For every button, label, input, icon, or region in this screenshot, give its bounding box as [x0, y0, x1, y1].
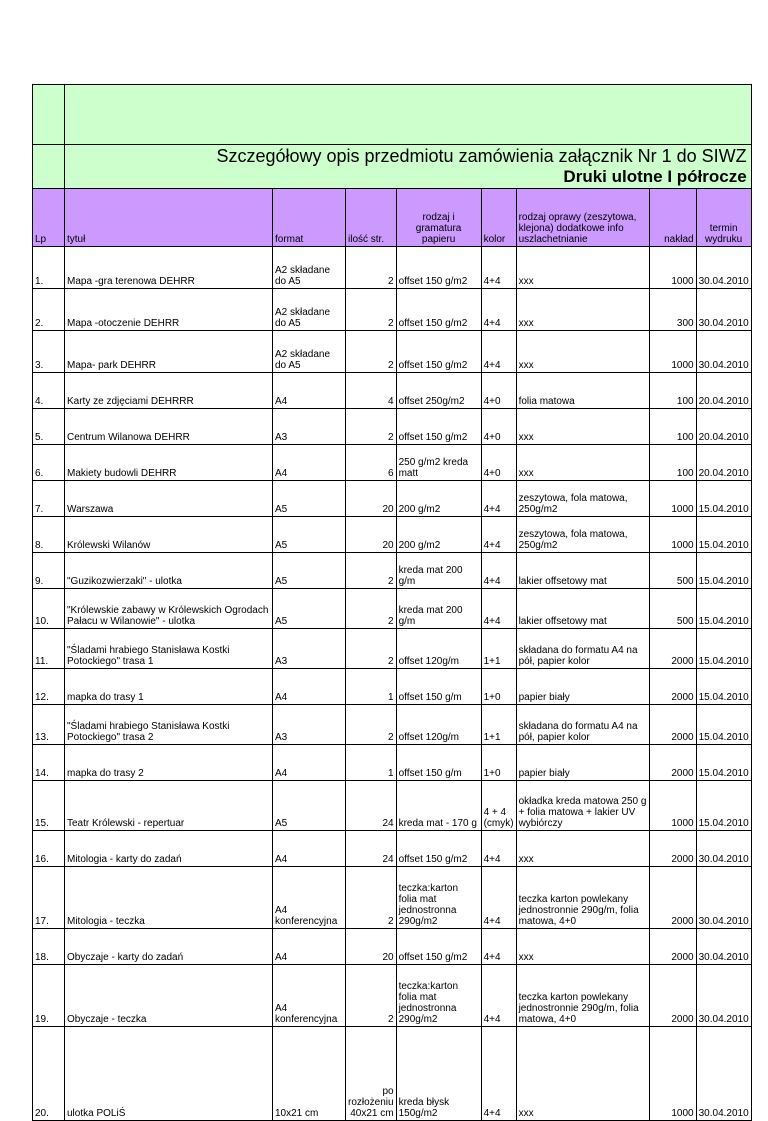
- cell-naklad: 2000: [649, 965, 696, 1027]
- cell-format: A2 składane do A5: [273, 247, 346, 289]
- cell-termin: 30.04.2010: [696, 331, 751, 373]
- cell-oprawa: xxx: [516, 831, 649, 867]
- cell-kolor: 1+0: [481, 669, 516, 705]
- table-row: [33, 929, 752, 965]
- cell-ilosc: 2: [346, 629, 397, 669]
- cell-kolor: 4+4: [481, 1027, 516, 1121]
- column-header-row: [33, 189, 752, 247]
- cell-ilosc: 24: [346, 781, 397, 831]
- cell-papier: offset 150 g/m2: [396, 831, 481, 867]
- cell-papier: kreda mat 200 g/m: [396, 589, 481, 629]
- cell-naklad: 2000: [649, 867, 696, 929]
- cell-papier: offset 150 g/m: [396, 669, 481, 705]
- col-header-format: format: [273, 189, 346, 247]
- cell-termin: 15.04.2010: [696, 589, 751, 629]
- cell-tytul: Teatr Królewski - repertuar: [65, 781, 273, 831]
- cell-ilosc: 2: [346, 247, 397, 289]
- cell-format: A4: [273, 445, 346, 481]
- col-header-kolor: kolor: [481, 189, 516, 247]
- cell-format: A3: [273, 705, 346, 745]
- cell-format: A4 konferencyjna: [273, 867, 346, 929]
- cell-tytul: Makiety budowli DEHRR: [65, 445, 273, 481]
- cell-ilosc: 20: [346, 517, 397, 553]
- page-title: Szczegółowy opis przedmiotu zamówienia załącznik Nr 1 do SIWZ: [216, 146, 747, 166]
- cell-papier: kreda mat - 170 g: [396, 781, 481, 831]
- cell-lp: 2.: [33, 289, 65, 331]
- cell-papier: offset 120g/m: [396, 629, 481, 669]
- cell-kolor: 1+0: [481, 745, 516, 781]
- title-row-spacer: [33, 85, 752, 145]
- cell-oprawa: xxx: [516, 1027, 649, 1121]
- cell-termin: 30.04.2010: [696, 1027, 751, 1121]
- col-header-papier: rodzaj i gramatura papieru: [396, 189, 481, 247]
- cell-lp: 1.: [33, 247, 65, 289]
- cell-termin: 20.04.2010: [696, 409, 751, 445]
- cell-ilosc: 1: [346, 745, 397, 781]
- cell-tytul: Warszawa: [65, 481, 273, 517]
- cell-oprawa: lakier offsetowy mat: [516, 589, 649, 629]
- cell-lp: 11.: [33, 629, 65, 669]
- cell-naklad: 2000: [649, 669, 696, 705]
- cell-naklad: 1000: [649, 247, 696, 289]
- cell-ilosc: 2: [346, 965, 397, 1027]
- table-row: [33, 867, 752, 929]
- cell-tytul: "Królewskie zabawy w Królewskich Ogrodach Pałacu w Wilanowie" - ulotka: [65, 589, 273, 629]
- cell-oprawa: xxx: [516, 247, 649, 289]
- cell-naklad: 2000: [649, 929, 696, 965]
- cell-lp: 9.: [33, 553, 65, 589]
- cell-oprawa: zeszytowa, fola matowa, 250g/m2: [516, 481, 649, 517]
- cell-tytul: mapka do trasy 2: [65, 745, 273, 781]
- table-row: [33, 781, 752, 831]
- cell-papier: 200 g/m2: [396, 481, 481, 517]
- cell-lp: 16.: [33, 831, 65, 867]
- cell-termin: 15.04.2010: [696, 553, 751, 589]
- table-row: [33, 553, 752, 589]
- cell-papier: teczka:karton folia mat jednostronna 290g/m2: [396, 965, 481, 1027]
- spreadsheet-table: [32, 84, 752, 1121]
- table-row: [33, 965, 752, 1027]
- cell-kolor: 4+4: [481, 289, 516, 331]
- table-row: [33, 705, 752, 745]
- cell-lp: 3.: [33, 331, 65, 373]
- title-cell: [65, 145, 752, 189]
- cell-format: A4: [273, 831, 346, 867]
- cell-termin: 15.04.2010: [696, 629, 751, 669]
- cell-kolor: 4+4: [481, 517, 516, 553]
- cell-papier: offset 150 g/m2: [396, 331, 481, 373]
- cell-ilosc: 2: [346, 705, 397, 745]
- col-header-tytul: tytuł: [65, 189, 273, 247]
- table-row: [33, 629, 752, 669]
- cell-ilosc: 2: [346, 867, 397, 929]
- cell-lp: 8.: [33, 517, 65, 553]
- cell-format: A3: [273, 409, 346, 445]
- cell-oprawa: teczka karton powlekany jednostronnie 290g/m, folia matowa, 4+0: [516, 965, 649, 1027]
- cell-oprawa: xxx: [516, 445, 649, 481]
- cell-kolor: 4+4: [481, 589, 516, 629]
- cell-kolor: 4+0: [481, 409, 516, 445]
- cell-oprawa: xxx: [516, 331, 649, 373]
- table-row: [33, 481, 752, 517]
- table-row: [33, 289, 752, 331]
- cell-oprawa: folia matowa: [516, 373, 649, 409]
- cell-naklad: 1000: [649, 781, 696, 831]
- cell-naklad: 500: [649, 553, 696, 589]
- cell-ilosc: po rozłożeniu 40x21 cm: [346, 1027, 397, 1121]
- cell-lp: 18.: [33, 929, 65, 965]
- cell-tytul: ulotka POLiŚ: [65, 1027, 273, 1121]
- cell-format: A4: [273, 745, 346, 781]
- cell-oprawa: papier biały: [516, 669, 649, 705]
- cell-lp: 10.: [33, 589, 65, 629]
- col-header-termin: termin wydruku: [696, 189, 751, 247]
- cell-naklad: 1000: [649, 331, 696, 373]
- cell-tytul: Mapa- park DEHRR: [65, 331, 273, 373]
- cell-termin: 15.04.2010: [696, 745, 751, 781]
- col-header-lp: Lp: [33, 189, 65, 247]
- cell-format: A5: [273, 781, 346, 831]
- cell-ilosc: 24: [346, 831, 397, 867]
- cell-naklad: 1000: [649, 1027, 696, 1121]
- cell-naklad: 1000: [649, 517, 696, 553]
- cell-termin: 30.04.2010: [696, 247, 751, 289]
- cell-lp: 13.: [33, 705, 65, 745]
- cell-format: A4: [273, 373, 346, 409]
- cell-tytul: Królewski Wilanów: [65, 517, 273, 553]
- cell-tytul: Mitologia - karty do zadań: [65, 831, 273, 867]
- cell-format: A3: [273, 629, 346, 669]
- cell-kolor: 1+1: [481, 705, 516, 745]
- table-row: [33, 589, 752, 629]
- cell-format: A4: [273, 929, 346, 965]
- table-row: [33, 517, 752, 553]
- cell-termin: 15.04.2010: [696, 781, 751, 831]
- cell-format: A4 konferencyjna: [273, 965, 346, 1027]
- cell-ilosc: 6: [346, 445, 397, 481]
- cell-format: A5: [273, 517, 346, 553]
- cell-format: A5: [273, 481, 346, 517]
- cell-papier: offset 150 g/m2: [396, 289, 481, 331]
- cell-lp: 14.: [33, 745, 65, 781]
- cell-kolor: 4+4: [481, 553, 516, 589]
- cell-tytul: Mapa -otoczenie DEHRR: [65, 289, 273, 331]
- cell-kolor: 4+0: [481, 445, 516, 481]
- cell-naklad: 500: [649, 589, 696, 629]
- cell-naklad: 100: [649, 445, 696, 481]
- cell-naklad: 300: [649, 289, 696, 331]
- cell-termin: 30.04.2010: [696, 289, 751, 331]
- cell-kolor: 1+1: [481, 629, 516, 669]
- cell-termin: 15.04.2010: [696, 705, 751, 745]
- cell-termin: 15.04.2010: [696, 481, 751, 517]
- cell-tytul: Karty ze zdjęciami DEHRRR: [65, 373, 273, 409]
- table-row: [33, 745, 752, 781]
- cell-ilosc: 2: [346, 331, 397, 373]
- cell-format: A5: [273, 589, 346, 629]
- cell-tytul: Centrum Wilanowa DEHRR: [65, 409, 273, 445]
- cell-lp: 12.: [33, 669, 65, 705]
- cell-tytul: Obyczaje - teczka: [65, 965, 273, 1027]
- cell-kolor: 4+0: [481, 373, 516, 409]
- table-row: [33, 409, 752, 445]
- cell-papier: offset 120g/m: [396, 705, 481, 745]
- cell-termin: 15.04.2010: [696, 517, 751, 553]
- cell-termin: 30.04.2010: [696, 965, 751, 1027]
- cell-termin: 30.04.2010: [696, 867, 751, 929]
- cell-oprawa: papier biały: [516, 745, 649, 781]
- cell-format: A4: [273, 669, 346, 705]
- cell-kolor: 4+4: [481, 481, 516, 517]
- table-row: [33, 669, 752, 705]
- table-row: [33, 247, 752, 289]
- cell-ilosc: 20: [346, 929, 397, 965]
- cell-tytul: "Śladami hrabiego Stanisława Kostki Potockiego" trasa 1: [65, 629, 273, 669]
- table-row: [33, 445, 752, 481]
- cell-lp: 19.: [33, 965, 65, 1027]
- cell-tytul: "Śladami hrabiego Stanisława Kostki Potockiego" trasa 2: [65, 705, 273, 745]
- cell-oprawa: składana do formatu A4 na pół, papier kolor: [516, 629, 649, 669]
- cell-kolor: 4+4: [481, 867, 516, 929]
- cell-ilosc: 2: [346, 553, 397, 589]
- cell-papier: teczka:karton folia mat jednostronna 290g/m2: [396, 867, 481, 929]
- cell-lp: 15.: [33, 781, 65, 831]
- cell-format: A2 składane do A5: [273, 289, 346, 331]
- cell-termin: 20.04.2010: [696, 373, 751, 409]
- cell-naklad: 2000: [649, 831, 696, 867]
- cell-ilosc: 20: [346, 481, 397, 517]
- cell-lp: 7.: [33, 481, 65, 517]
- table-row: [33, 1027, 752, 1121]
- cell-tytul: Mitologia - teczka: [65, 867, 273, 929]
- table-row: [33, 831, 752, 867]
- title-row: [33, 145, 752, 189]
- cell-papier: offset 250g/m2: [396, 373, 481, 409]
- cell-lp: 5.: [33, 409, 65, 445]
- cell-termin: 30.04.2010: [696, 831, 751, 867]
- cell-naklad: 1000: [649, 481, 696, 517]
- cell-oprawa: zeszytowa, fola matowa, 250g/m2: [516, 517, 649, 553]
- cell-tytul: mapka do trasy 1: [65, 669, 273, 705]
- cell-oprawa: lakier offsetowy mat: [516, 553, 649, 589]
- cell-oprawa: składana do formatu A4 na pół, papier kolor: [516, 705, 649, 745]
- cell-naklad: 100: [649, 373, 696, 409]
- cell-ilosc: 1: [346, 669, 397, 705]
- cell-papier: kreda błysk 150g/m2: [396, 1027, 481, 1121]
- cell-papier: offset 150 g/m2: [396, 409, 481, 445]
- cell-oprawa: xxx: [516, 289, 649, 331]
- cell-kolor: 4 + 4 (cmyk): [481, 781, 516, 831]
- cell-oprawa: xxx: [516, 929, 649, 965]
- cell-tytul: "Guzikozwierzaki" - ulotka: [65, 553, 273, 589]
- table-row: [33, 373, 752, 409]
- cell-kolor: 4+4: [481, 965, 516, 1027]
- cell-papier: 250 g/m2 kreda matt: [396, 445, 481, 481]
- cell-termin: 20.04.2010: [696, 445, 751, 481]
- cell-lp: 6.: [33, 445, 65, 481]
- cell-format: 10x21 cm: [273, 1027, 346, 1121]
- cell-papier: offset 150 g/m2: [396, 929, 481, 965]
- cell-papier: offset 150 g/m2: [396, 247, 481, 289]
- cell-kolor: 4+4: [481, 247, 516, 289]
- cell-papier: kreda mat 200 g/m: [396, 553, 481, 589]
- cell-oprawa: xxx: [516, 409, 649, 445]
- cell-papier: 200 g/m2: [396, 517, 481, 553]
- page-subtitle: Druki ulotne I półrocze: [563, 167, 747, 186]
- cell-tytul: Obyczaje - karty do zadań: [65, 929, 273, 965]
- cell-naklad: 2000: [649, 629, 696, 669]
- col-header-naklad: nakład: [649, 189, 696, 247]
- col-header-ilosc: ilość str.: [346, 189, 397, 247]
- cell-lp: 20.: [33, 1027, 65, 1121]
- cell-ilosc: 4: [346, 373, 397, 409]
- cell-termin: 30.04.2010: [696, 929, 751, 965]
- cell-ilosc: 2: [346, 289, 397, 331]
- cell-tytul: Mapa -gra terenowa DEHRR: [65, 247, 273, 289]
- cell-oprawa: okładka kreda matowa 250 g + folia matowa + lakier UV wybiórczy: [516, 781, 649, 831]
- cell-kolor: 4+4: [481, 331, 516, 373]
- cell-ilosc: 2: [346, 409, 397, 445]
- cell-format: A2 składane do A5: [273, 331, 346, 373]
- cell-lp: 17.: [33, 867, 65, 929]
- cell-naklad: 2000: [649, 745, 696, 781]
- cell-naklad: 2000: [649, 705, 696, 745]
- table-row: [33, 331, 752, 373]
- cell-oprawa: teczka karton powlekany jednostronnie 290g/m, folia matowa, 4+0: [516, 867, 649, 929]
- cell-ilosc: 2: [346, 589, 397, 629]
- cell-format: A5: [273, 553, 346, 589]
- cell-termin: 15.04.2010: [696, 669, 751, 705]
- cell-kolor: 4+4: [481, 929, 516, 965]
- cell-papier: offset 150 g/m: [396, 745, 481, 781]
- cell-lp: 4.: [33, 373, 65, 409]
- cell-kolor: 4+4: [481, 831, 516, 867]
- cell-naklad: 100: [649, 409, 696, 445]
- col-header-oprawa: rodzaj oprawy (zeszytowa, klejona) dodatkowe info uszlachetnianie: [516, 189, 649, 247]
